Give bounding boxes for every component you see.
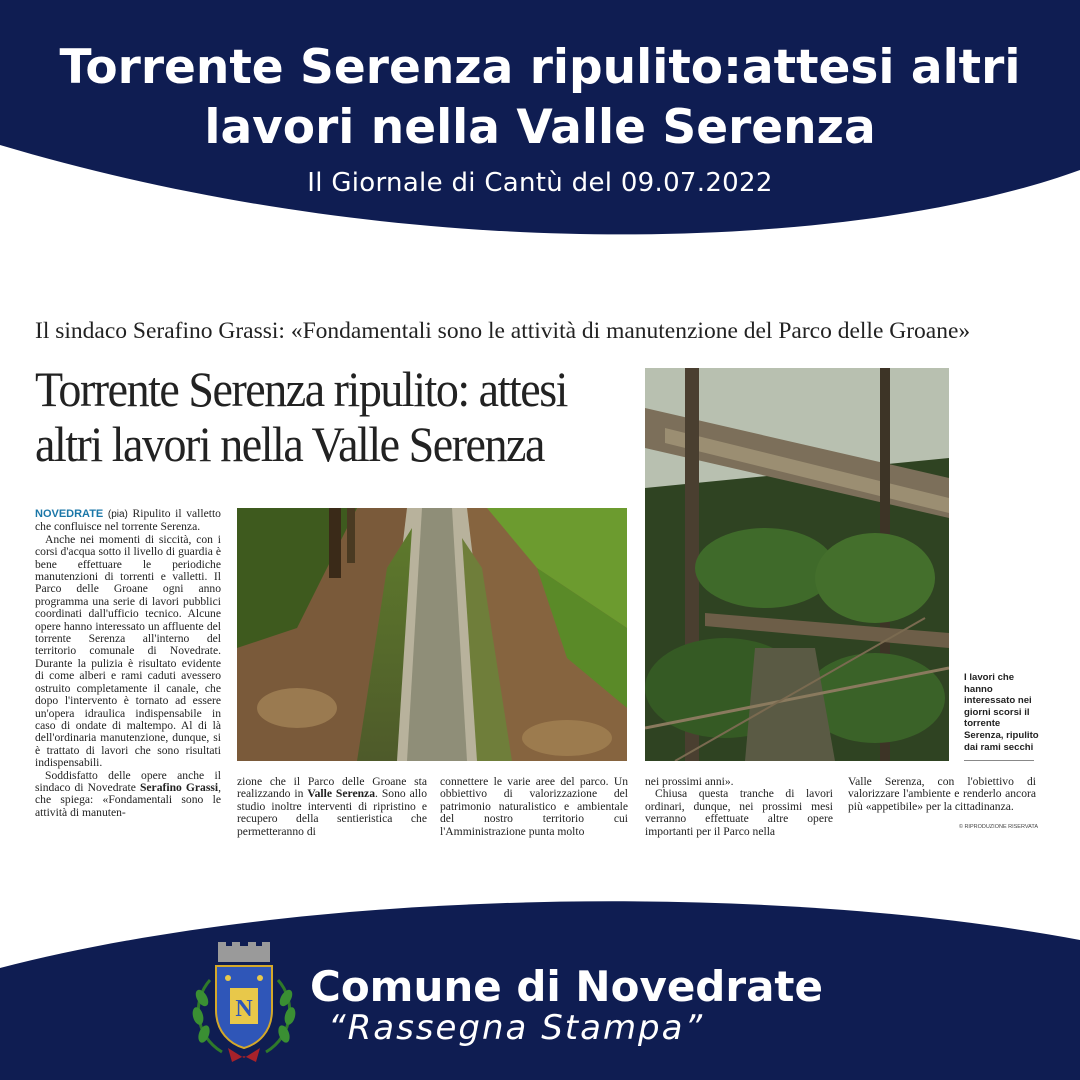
col2-end: . Sono allo studio inoltre interventi di ripristino e recupero della sentieristica che permetteranno di bbox=[237, 787, 427, 838]
page-title bbox=[0, 38, 1080, 158]
article-headline bbox=[35, 362, 592, 472]
column-4-text-1: nei prossimi anni». bbox=[645, 775, 734, 788]
paragraph-quote bbox=[35, 770, 221, 820]
photo-canal-image bbox=[237, 508, 627, 761]
quote-lead: Soddisfatto delle opere anche il sindaco di Novedrate bbox=[35, 768, 221, 794]
col2-bold: Valle Serenza bbox=[307, 787, 376, 801]
caption-divider bbox=[964, 760, 1034, 761]
article-column-2 bbox=[237, 776, 427, 838]
article-column-4 bbox=[645, 776, 833, 838]
svg-text:N: N bbox=[235, 996, 253, 1022]
paragraph-body: Anche nei momenti di siccità, con i corsi d'acqua sotto il livello di guardia è bene effettuare le periodiche manutenzioni di torrenti e valletti. Il Parco delle Groane ogni anno programma una serie di lavori pubblici coordinati dall'ufficio tecnico. Alcune opere hanno interessato un affluente del torrente Serenza all'interno del territorio comunale di Novedrate. Durante la pulizia è risultato evidente di come alberi e rami caduti avessero ostruito completamente il canale, che dopo l'intervento è tornato ad essere un'opera idraulica indispensabile in caso di ondate di maltempo. Al di là dell'ordinaria manutenzione, dunque, si è trattato di lavori che sono risultati indispensabili. bbox=[35, 532, 221, 770]
municipal-crest-icon bbox=[188, 940, 300, 1066]
paragraph-intro bbox=[35, 508, 221, 534]
article-column-3 bbox=[440, 776, 628, 838]
mayor-name: Serafino Grassi bbox=[139, 780, 219, 794]
article-column-1 bbox=[35, 508, 221, 819]
column-3-text: connettere le varie aree del parco. Un obbiettivo di valorizzazione del patrimonio naturalistico e ambientale del nostro territorio cui l'Amministrazione punta molto bbox=[440, 775, 628, 838]
quote-start: , che spiega: «Fondamentali sono le attività di manuten- bbox=[35, 780, 222, 819]
intro-text: Ripulito il valletto che confluisce nel torrente Serenza. bbox=[35, 507, 221, 534]
article-headline-line-1: Torrente Serenza ripulito: attesi bbox=[35, 361, 567, 417]
copyright-note: © RIPRODUZIONE RISERVATA bbox=[958, 824, 1038, 830]
article-column-5 bbox=[848, 776, 1036, 813]
source-line: Il Giornale di Cantù del 09.07.2022 bbox=[307, 168, 773, 198]
photo-canal bbox=[237, 508, 627, 761]
column-2-text bbox=[237, 776, 427, 838]
press-review-tagline: “Rassegna Stampa” bbox=[328, 1008, 705, 1048]
article-kicker: Il sindaco Serafino Grassi: «Fondamentali sono le attività di manutenzione del Parco delle Groane» bbox=[35, 318, 971, 344]
byline: (pia) bbox=[107, 509, 128, 520]
photo-fallen-tree bbox=[645, 368, 949, 761]
page-title-line-2: lavori nella Valle Serenza bbox=[204, 100, 876, 155]
col2-start: zione che il Parco delle Groane sta realizzando in bbox=[237, 775, 427, 801]
photo-caption: I lavori che hanno interessato nei giorni scorsi il torrente Serenza, ripulito dai rami secchi bbox=[964, 672, 1039, 753]
page-title-line-1: Torrente Serenza ripulito:attesi altri bbox=[59, 40, 1021, 95]
photo-fallen-tree-image bbox=[645, 368, 949, 761]
article-headline-line-2: altri lavori nella Valle Serenza bbox=[35, 416, 544, 472]
dateline: NOVEDRATE bbox=[35, 508, 104, 520]
municipality-name: Comune di Novedrate bbox=[310, 962, 823, 1011]
column-5-text: Valle Serenza, con l'obiettivo di valorizzare l'ambiente e renderlo ancora più «appetibile» per la cittadinanza. bbox=[848, 775, 1036, 813]
column-4-text-2: Chiusa questa tranche di lavori ordinari, dunque, nei prossimi mesi verranno effettuate altre opere importanti per il Parco nella bbox=[645, 787, 833, 838]
